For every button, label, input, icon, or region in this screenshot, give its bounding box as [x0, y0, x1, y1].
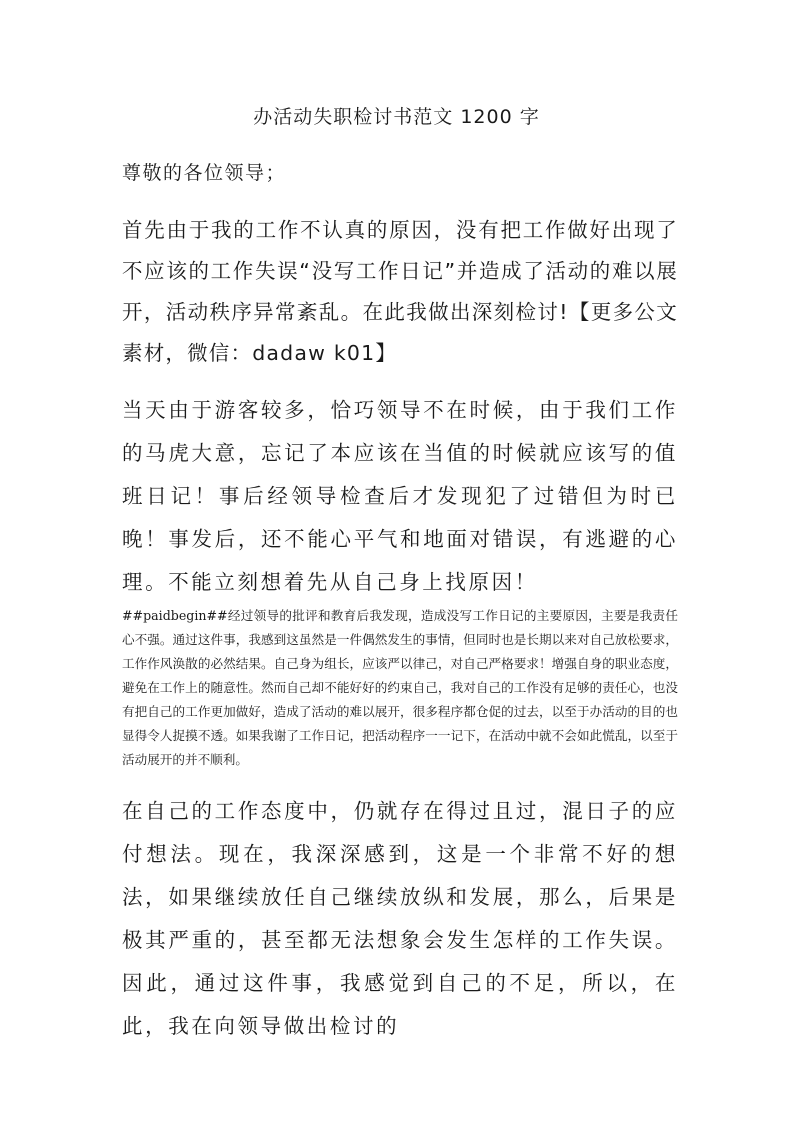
paragraph-3: ##paidbegin##经过领导的批评和教育后我发现，造成没写工作日记的主要原因，主要是我责任心不强。通过这件事，我感到这虽然是一件偶然发生的事情，但同时也是长期以来对自己放松要求，工作作风涣散的必然结果。自己身为组长，应该严以律己，对自己严格要求！增强自身的职业态度，避免在工作上的随意性。然而自己却不能好好的约束自己，我对自己的工作没有足够的责任心，也没有把自己的工作更加做好，造成了活动的难以展开，很多程序都仓促的过去，以至于办活动的目的也显得令人捉摸不透。如果我谢了工作日记，把活动程序一一记下，在活动中就不会如此慌乱，以至于活动展开的并不顺利。 [122, 608, 678, 767]
paragraph-1: 首先由于我的工作不认真的原因，没有把工作做好出现了不应该的工作失误“没写工作日记”并造成了活动的难以展开，活动秩序异常紊乱。在此我做出深刻检讨!【更多公文素材，微信：dadaw k01】 [122, 218, 678, 365]
document-title: 办活动失职检讨书范文 1200 字 [253, 106, 540, 128]
salutation: 尊敬的各位领导； [122, 162, 287, 184]
paragraph-2: 当天由于游客较多，恰巧领导不在时候，由于我们工作的马虎大意，忘记了本应该在当值的时候就应该写的值班日记！事后经领导检查后才发现犯了过错但为时已晚！事发后，还不能心平气和地面对错误，有逃避的心理。不能立刻想着先从自己身上找原因！ [122, 398, 678, 594]
paragraph-4: 在自己的工作态度中，仍就存在得过且过，混日子的应付想法。现在，我深深感到，这是一个非常不好的想法，如果继续放任自己继续放纵和发展，那么，后果是极其严重的，甚至都无法想象会发生怎样的工作失误。因此，通过这件事，我感觉到自己的不足，所以，在此，我在向领导做出检讨的 [122, 799, 678, 1038]
